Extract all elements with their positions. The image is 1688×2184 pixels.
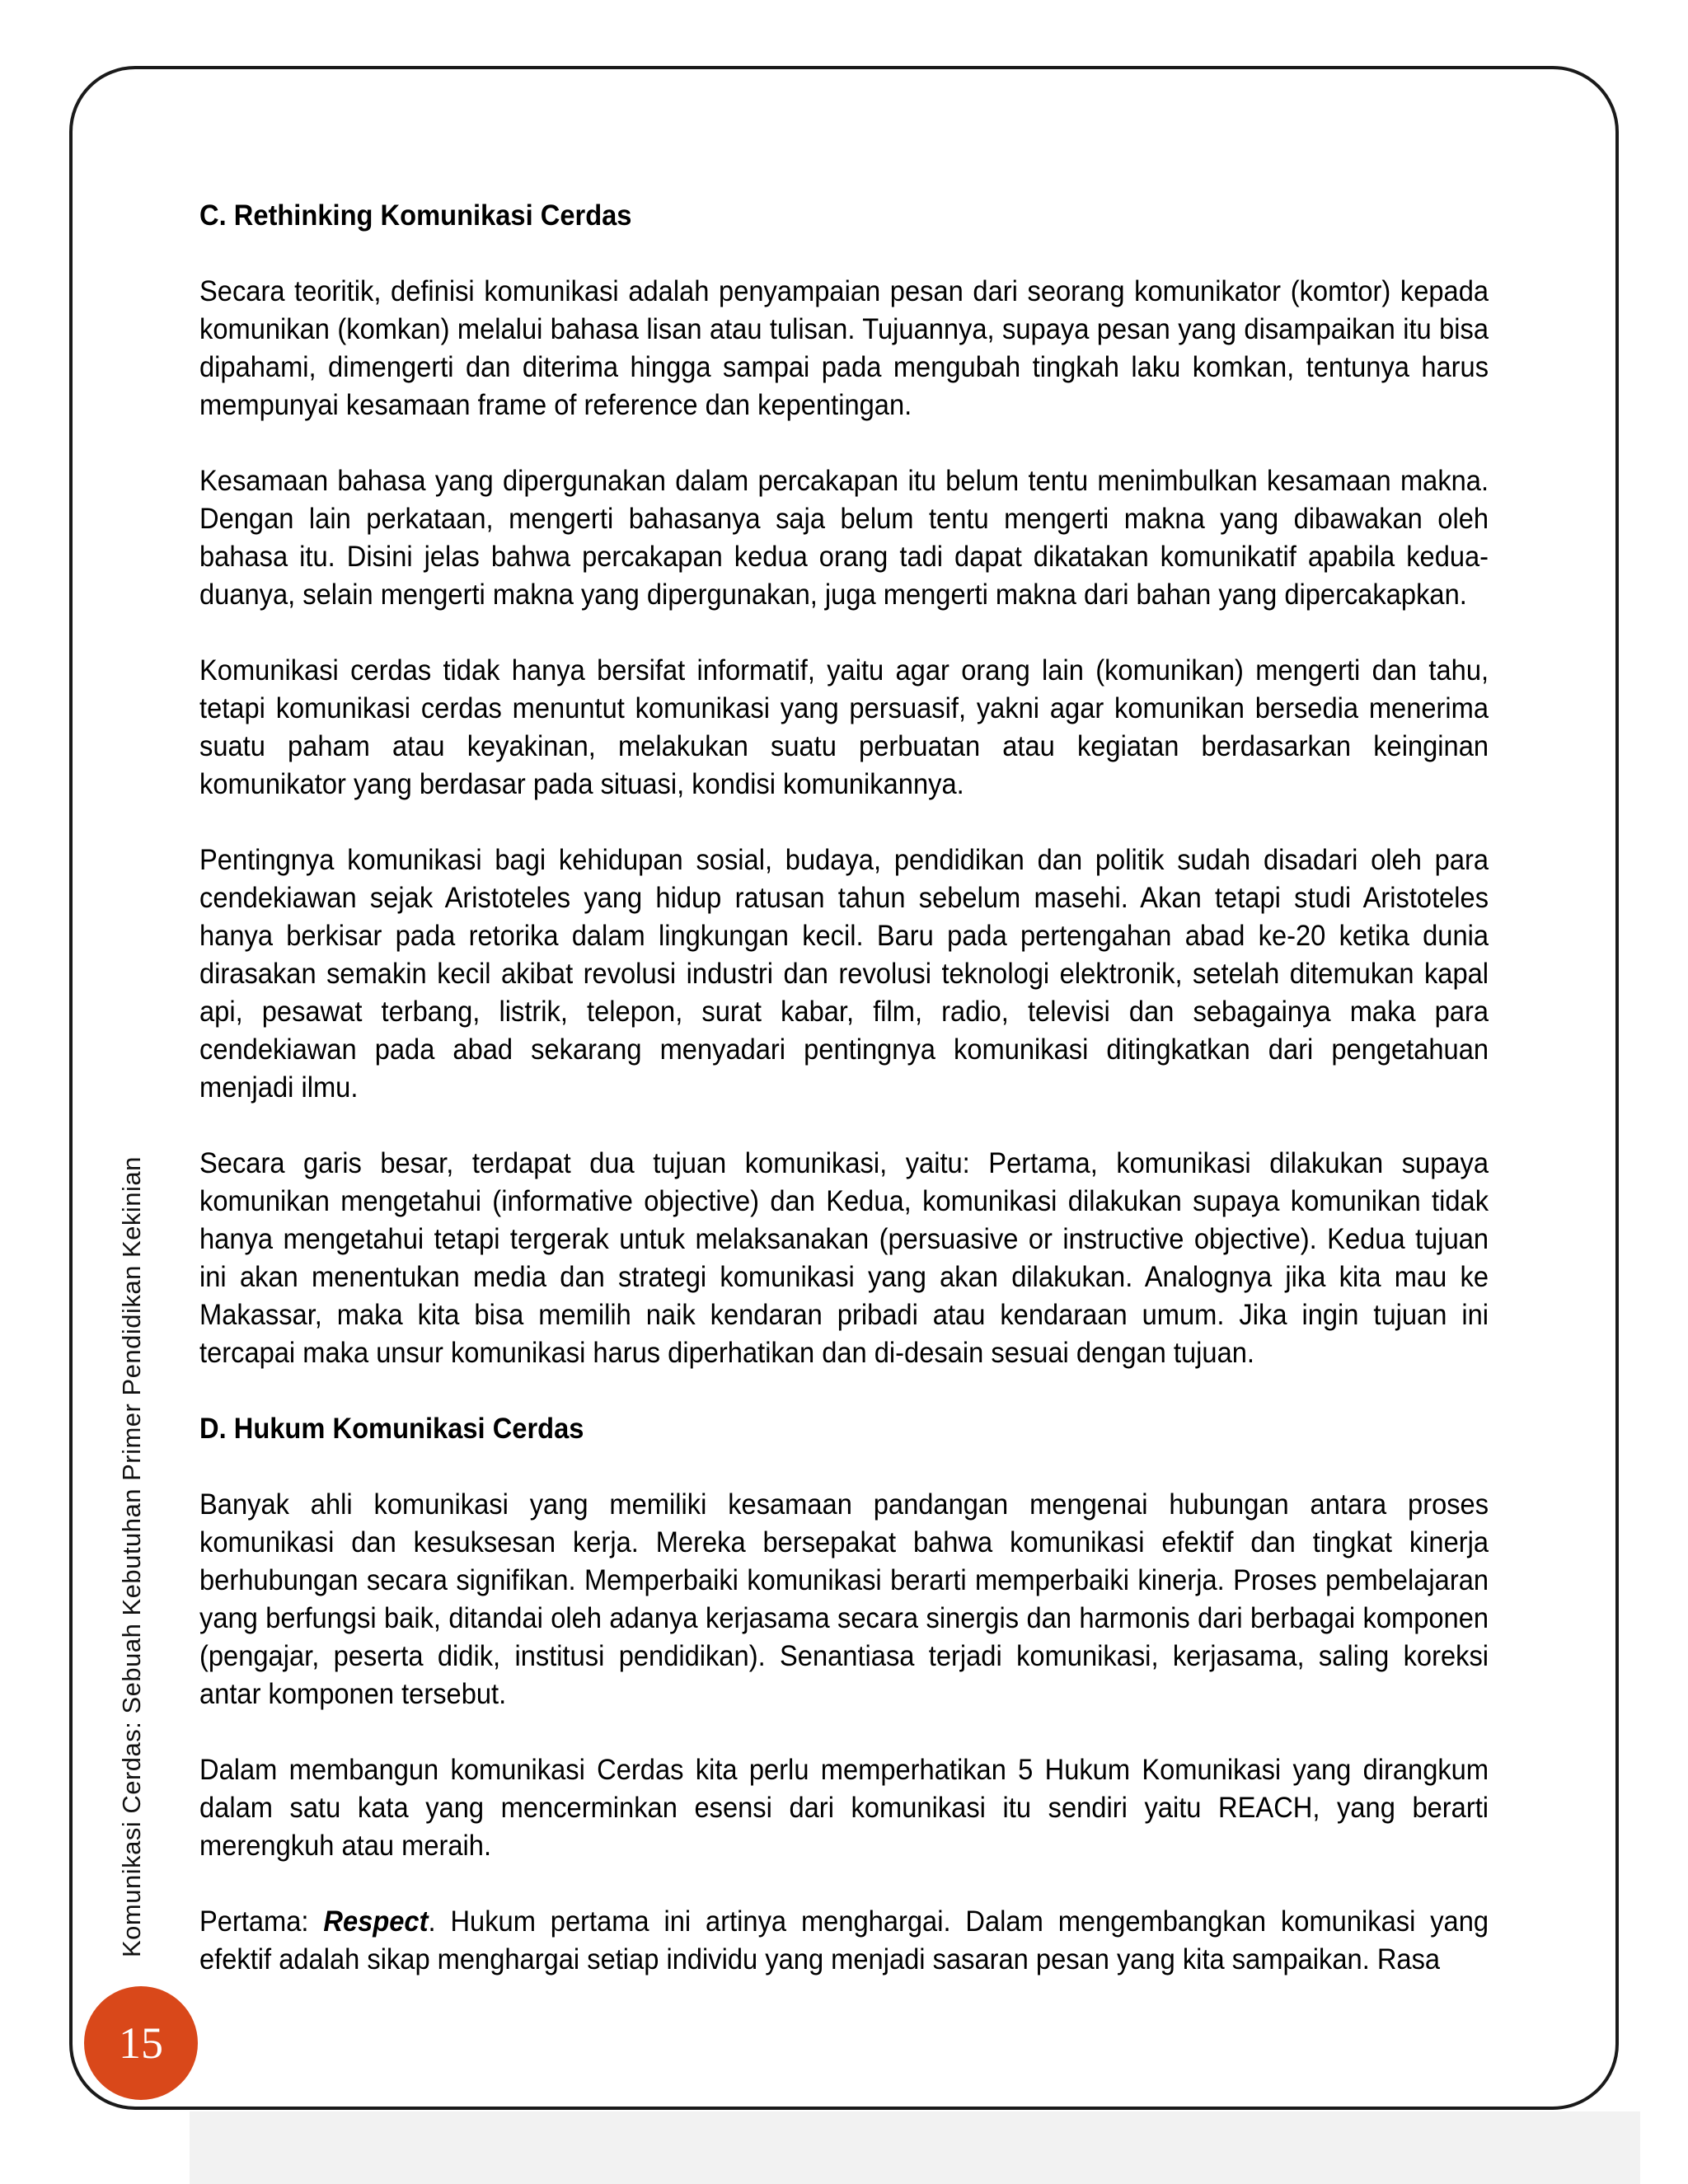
- section-c-paragraph-5: Secara garis besar, terdapat dua tujuan komunikasi, yaitu: Pertama, komunikasi dilakukan supaya komunikan mengetahui (informative objective) dan Kedua, komunikasi dilakukan supaya komunikan tidak hanya mengetahui tetapi tergerak untuk melaksanakan (persuasive or instructive objective). Kedua tujuan ini akan menentukan media dan strategi komunikasi yang akan dilakukan. Analognya jika kita mau ke Makassar, maka kita bisa memilih naik kendaran pribadi atau kendaraan umum. Jika ingin tujuan ini tercapai maka unsur komunikasi harus diperhatikan dan di-desain sesuai dengan tujuan.: [199, 1146, 1489, 1369]
- page-number-badge: [84, 1986, 198, 2100]
- running-title: Komunikasi Cerdas: Sebuah Kebutuhan Primer Pendidikan Kekinian: [117, 1156, 146, 1957]
- section-d-paragraph-1: Banyak ahli komunikasi yang memiliki kesamaan pandangan mengenai hubungan antara proses komunikasi dan kesuksesan kerja. Mereka bersepakat bahwa komunikasi efektif dan tingkat kinerja berhubungan secara signifikan. Memperbaiki komunikasi berarti memperbaiki kinerja. Proses pembelajaran yang berfungsi baik, ditandai oleh adanya kerjasama secara sinergis dan harmonis dari berbagai komponen (pengajar, peserta didik, institusi pendidikan). Senantiasa terjadi komunikasi, kerjasama, saling koreksi antar komponen tersebut.: [199, 1488, 1489, 1710]
- section-c-paragraph-3: Komunikasi cerdas tidak hanya bersifat informatif, yaitu agar orang lain (komunikan) mengerti dan tahu, tetapi komunikasi cerdas menuntut komunikasi yang persuasif, yakni agar komunikan bersedia menerima suatu paham atau keyakinan, melakukan suatu perbuatan atau kegiatan berdasarkan keinginan komunikator yang berdasar pada situasi, kondisi komunikannya.: [199, 654, 1489, 800]
- page-shadow: [190, 2111, 1640, 2184]
- page-number: 15: [119, 2018, 163, 2068]
- paragraph-lead: Pertama:: [199, 1905, 324, 1938]
- section-c-paragraph-4: Pentingnya komunikasi bagi kehidupan sosial, budaya, pendidikan dan politik sudah disadari oleh para cendekiawan sejak Aristoteles yang hidup ratusan tahun sebelum masehi. Akan tetapi studi Aristoteles hanya berkisar pada retorika dalam lingkungan kecil. Baru pada pertengahan abad ke-20 ketika dunia dirasakan semakin kecil akibat revolusi industri dan revolusi teknologi elektronik, setelah ditemukan kapal api, pesawat terbang, listrik, telepon, surat kabar, film, radio, televisi dan sebagainya maka para cendekiawan pada abad sekarang menyadari pentingnya komunikasi ditingkatkan dari pengetahuan menjadi ilmu.: [199, 843, 1489, 1104]
- section-d-paragraph-3: [199, 1902, 1489, 1978]
- paragraph-body: . Hukum pertama ini artinya menghargai. Dalam mengembangkan komunikasi yang efektif adalah sikap menghargai setiap individu yang menjadi sasaran pesan yang kita sampaikan. Rasa: [199, 1905, 1489, 1975]
- section-c-heading: C. Rethinking Komunikasi Cerdas: [199, 199, 632, 232]
- section-c-paragraph-1: Secara teoritik, definisi komunikasi adalah penyampaian pesan dari seorang komunikator (komtor) kepada komunikan (komkan) melalui bahasa lisan atau tulisan. Tujuannya, supaya pesan yang disampaikan itu bisa dipahami, dimengerti dan diterima hingga sampai pada mengubah tingkah laku komkan, tentunya harus mempunyai kesamaan frame of reference dan kepentingan.: [199, 274, 1489, 421]
- respect-term: Respect: [323, 1905, 429, 1938]
- section-d-heading: D. Hukum Komunikasi Cerdas: [199, 1412, 584, 1445]
- section-c-paragraph-2: Kesamaan bahasa yang dipergunakan dalam percakapan itu belum tentu menimbulkan kesamaan makna. Dengan lain perkataan, mengerti bahasanya saja belum tentu mengerti makna yang dibawakan oleh bahasa itu. Disini jelas bahwa percakapan kedua orang tadi dapat dikatakan komunikatif apabila kedua-duanya, selain mengerti makna yang dipergunakan, juga mengerti makna dari bahan yang dipercakapkan.: [199, 464, 1489, 611]
- section-d-paragraph-2: Dalam membangun komunikasi Cerdas kita perlu memperhatikan 5 Hukum Komunikasi yang dirangkum dalam satu kata yang mencerminkan esensi dari komunikasi itu sendiri yaitu REACH, yang berarti merengkuh atau meraih.: [199, 1753, 1489, 1862]
- page-content: [199, 196, 1489, 1978]
